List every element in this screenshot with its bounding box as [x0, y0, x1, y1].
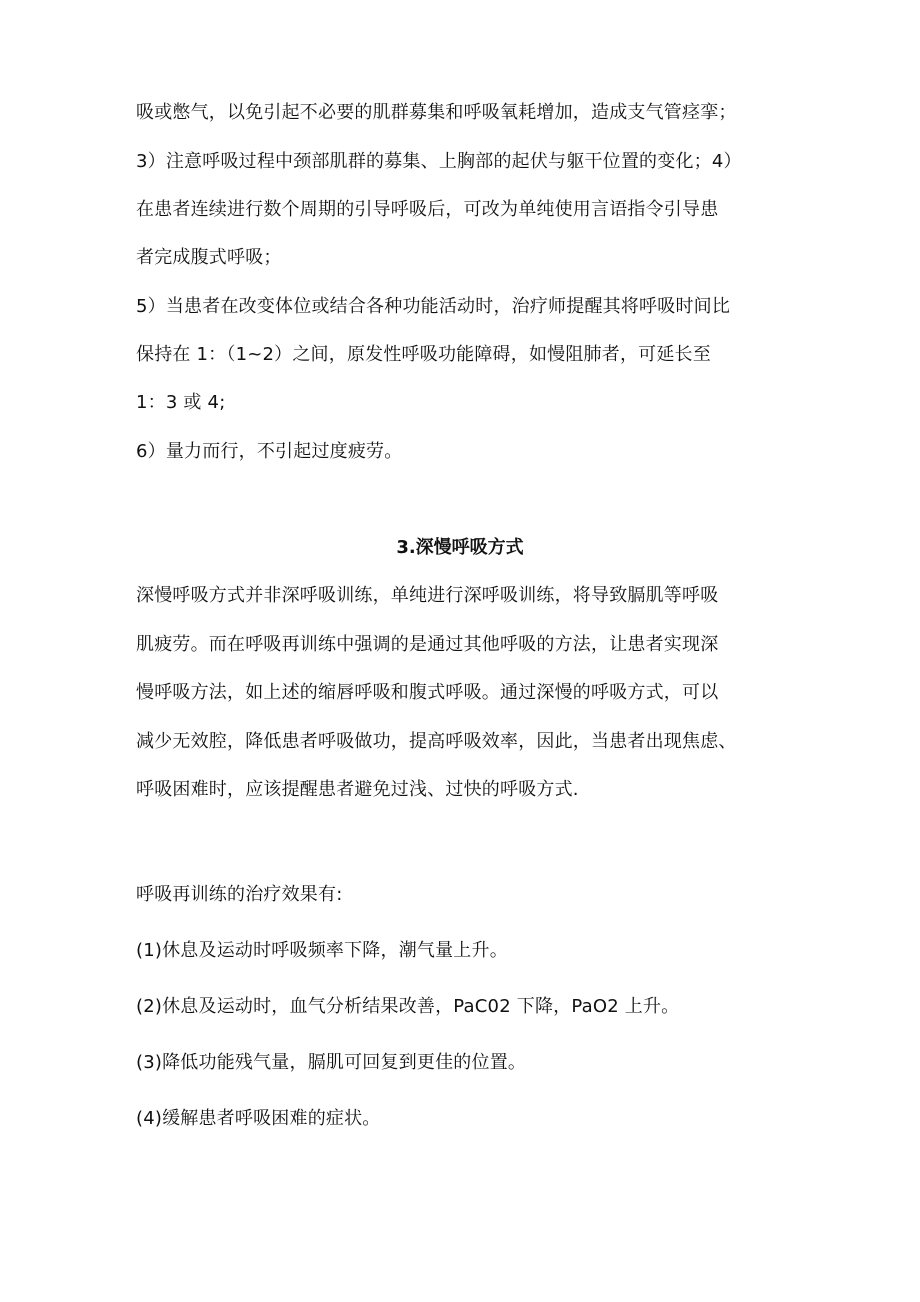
paragraph-line: 肌疲劳。而在呼吸再训练中强调的是通过其他呼吸的方法，让患者实现深 — [136, 634, 719, 655]
section-heading: 3.深慢呼吸方式 — [396, 537, 524, 558]
list-item: (1)休息及运动时呼吸频率下降，潮气量上升。 — [136, 940, 508, 961]
paragraph-line: 在患者连续进行数个周期的引导呼吸后，可改为单纯使用言语指令引导患 — [136, 199, 719, 220]
paragraph-line: 减少无效腔，降低患者呼吸做功，提高呼吸效率，因此，当患者出现焦虑、 — [136, 731, 737, 752]
paragraph-line: 5）当患者在改变体位或结合各种功能活动时，治疗师提醒其将呼吸时间比 — [136, 296, 731, 317]
paragraph-line: 3）注意呼吸过程中颈部肌群的募集、上胸部的起伏与躯干位置的变化；4） — [136, 151, 742, 172]
paragraph-line: 呼吸困难时，应该提醒患者避免过浅、过快的呼吸方式. — [136, 779, 579, 800]
list-item: (4)缓解患者呼吸困难的症状。 — [136, 1108, 381, 1129]
paragraph-line: 保持在 1：（1~2）之间，原发性呼吸功能障碍，如慢阻肺者，可延长至 — [136, 344, 711, 365]
effects-intro: 呼吸再训练的治疗效果有: — [136, 884, 343, 905]
paragraph-line: 1：3 或 4; — [136, 392, 226, 413]
paragraph-line: 吸或憋气，以免引起不必要的肌群募集和呼吸氧耗增加，造成支气管痉挛； — [136, 102, 737, 123]
paragraph-line: 6）量力而行，不引起过度疲劳。 — [136, 441, 403, 462]
list-item: (2)休息及运动时，血气分析结果改善，PaC02 下降，PaO2 上升。 — [136, 996, 680, 1017]
paragraph-line: 者完成腹式呼吸； — [136, 247, 282, 268]
list-item: (3)降低功能残气量，膈肌可回复到更佳的位置。 — [136, 1052, 527, 1073]
paragraph-line: 慢呼吸方法，如上述的缩唇呼吸和腹式呼吸。通过深慢的呼吸方式，可以 — [136, 682, 719, 703]
paragraph-line: 深慢呼吸方式并非深呼吸训练，单纯进行深呼吸训练，将导致膈肌等呼吸 — [136, 585, 719, 606]
